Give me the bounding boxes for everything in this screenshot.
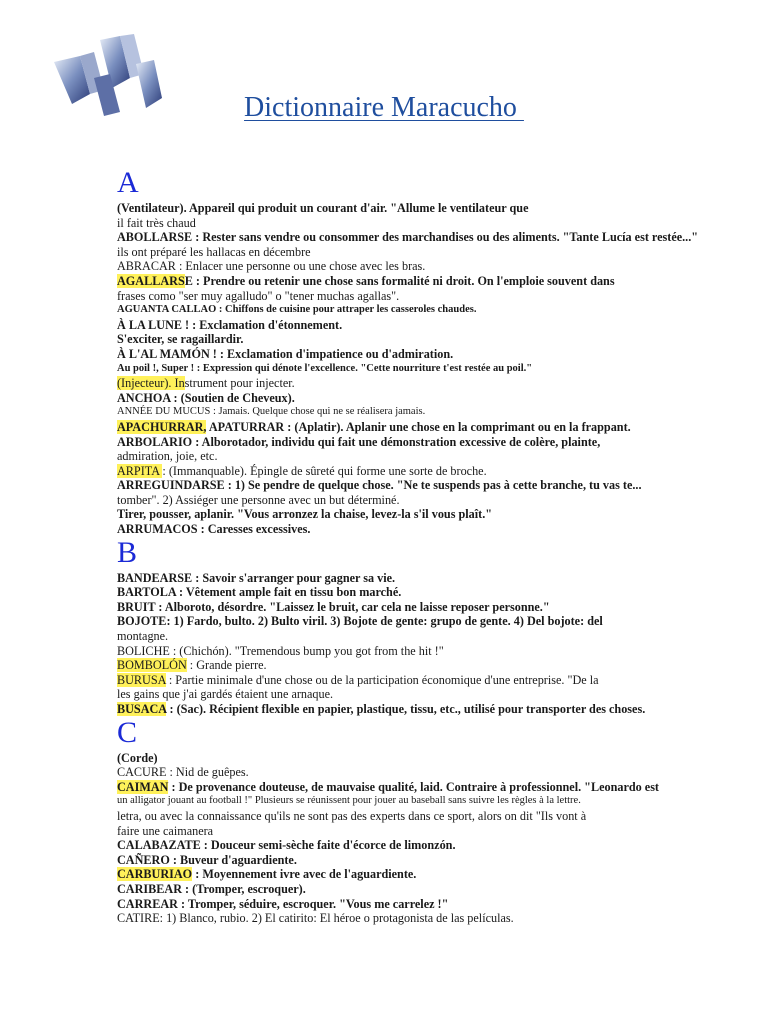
- entry-text: ARRUMACOS : Caresses excessives.: [117, 522, 311, 537]
- highlighted-term: (Injecteur). In: [117, 376, 185, 391]
- entry-line: [117, 838, 737, 853]
- entry-line: [117, 794, 737, 809]
- entry-line: [117, 673, 737, 688]
- entry-text: CACURE : Nid de guêpes.: [117, 765, 249, 780]
- entry-line: [117, 245, 737, 260]
- entry-text: strument pour injecter.: [184, 376, 295, 391]
- entry-text: CARREAR : Tromper, séduire, escroquer. "Vous me carrelez !": [117, 896, 449, 911]
- entry-line: [117, 318, 737, 333]
- entry-line: [117, 259, 737, 274]
- entry-text: letra, ou avec la connaissance qu'ils ne sont pas des experts dans ce sport, alors on dit "Ils vont à: [117, 808, 587, 823]
- entry-text: ils ont préparé les hallacas en décembre: [117, 244, 311, 259]
- entry-text: À L'AL MAMÓN ! : Exclamation d'impatience ou d'admiration.: [117, 346, 454, 361]
- entry-line: [117, 347, 737, 362]
- entry-line: [117, 332, 737, 347]
- entry-text: S'exciter, se ragaillardir.: [117, 332, 244, 347]
- entry-text: il fait très chaud: [117, 215, 196, 230]
- entry-line: [117, 571, 737, 586]
- section-b: [117, 537, 737, 717]
- highlighted-term: BUSACA: [117, 702, 167, 716]
- entry-line: [117, 780, 737, 795]
- entry-text: CALABAZATE : Douceur semi-sèche faite d'écorce de limonzón.: [117, 838, 456, 853]
- entry-line: [117, 507, 737, 522]
- highlighted-term: BURUSA: [117, 672, 166, 687]
- entry-line: [117, 478, 737, 493]
- entry-text: ABRACAR : Enlacer une personne ou une chose avec les bras.: [117, 259, 426, 274]
- entry-line: [117, 420, 737, 435]
- dictionary-body: [117, 167, 737, 926]
- entry-line: [117, 853, 737, 868]
- entry-line: [117, 585, 737, 600]
- entry-line: [117, 644, 737, 659]
- entry-text: BANDEARSE : Savoir s'arranger pour gagner sa vie.: [117, 570, 396, 585]
- entry-text: faire une caimanera: [117, 823, 214, 838]
- section-letter: C: [117, 715, 138, 749]
- entry-line: [117, 391, 737, 406]
- entry-line: [117, 824, 737, 839]
- entry-text: admiration, joie, etc.: [117, 449, 218, 464]
- entry-line: [117, 230, 737, 245]
- section-letter: B: [117, 535, 138, 569]
- highlighted-term: BOMBOLÓN: [117, 658, 187, 673]
- entry-text: CAÑERO : Buveur d'aguardiente.: [117, 852, 297, 867]
- entry-text: ABOLLARSE : Rester sans vendre ou consommer des marchandises ou des aliments. "Tante Lucía est restée...": [117, 230, 699, 245]
- entry-line: [117, 435, 737, 450]
- entry-line: [117, 882, 737, 897]
- entry-line: [117, 687, 737, 702]
- entry-line: [117, 751, 737, 766]
- entry-line: [117, 289, 737, 304]
- section-letter: A: [117, 166, 139, 199]
- entry-line: [117, 867, 737, 882]
- entry-text: : Moyennement ivre avec de l'aguardiente.: [192, 867, 417, 882]
- entry-line: [117, 464, 737, 479]
- entry-line: [117, 600, 737, 615]
- entry-line: [117, 702, 737, 717]
- entry-text: un alligator jouant au football !" Plusieurs se réunissent pour jouer au baseball sans suivre les règles à la lettre.: [117, 795, 581, 807]
- entry-text: BOLICHE : (Chichón). "Tremendous bump you got from the hit !": [117, 643, 444, 658]
- entry-text: À LA LUNE ! : Exclamation d'étonnement.: [117, 317, 343, 332]
- entry-line: [117, 362, 737, 377]
- entry-text: ARBOLARIO : Alborotador, individu qui fait une démonstration excessive de colère, plainte,: [117, 434, 601, 449]
- entry-line: [117, 765, 737, 780]
- entry-text: tomber". 2) Assiéger une personne avec un but déterminé.: [117, 492, 400, 507]
- entry-line: [117, 629, 737, 644]
- section-a: [117, 167, 737, 537]
- highlighted-term: AGALLARS: [117, 273, 185, 288]
- entry-line: [117, 449, 737, 464]
- entry-text: : Grande pierre.: [186, 658, 267, 673]
- entry-line: [117, 216, 737, 231]
- entry-line: [117, 897, 737, 912]
- entry-line: [117, 201, 737, 216]
- entry-line: [117, 522, 737, 537]
- highlighted-term: ARPITA: [117, 463, 163, 478]
- entry-line: [117, 658, 737, 673]
- entry-text: : De provenance douteuse, de mauvaise qualité, laid. Contraire à professionnel. "Leonardo est: [168, 779, 659, 794]
- entry-text: ARREGUINDARSE : 1) Se pendre de quelque chose. "Ne te suspends pas à cette branche, tu vas te...: [117, 478, 642, 493]
- entry-text: BRUIT : Alboroto, désordre. "Laissez le bruit, car cela ne laisse reposer personne.": [117, 599, 550, 614]
- entry-text: : (Sac). Récipient flexible en papier, plastique, tissu, etc., utilisé pour transporter des choses.: [166, 702, 646, 716]
- entry-line: [117, 405, 737, 420]
- entry-text: BOJOTE: 1) Fardo, bulto. 2) Bulto viril. 3) Bojote de gente: grupo de gente. 4) Del bojote: del: [117, 614, 603, 629]
- entry-text: frases como "ser muy agalludo" o "tener muchas agallas".: [117, 288, 400, 303]
- entry-text: APATURRAR : (Aplatir). Aplanir une chose en la comprimant ou en la frappant.: [206, 419, 631, 434]
- entry-text: E : Prendre ou retenir une chose sans formalité ni droit. On l'emploie souvent dans: [184, 273, 615, 288]
- entry-text: Tirer, pousser, aplanir. "Vous arronzez la chaise, levez-la s'il vous plaît.": [117, 507, 493, 522]
- entry-text: ANCHOA : (Soutien de Cheveux).: [117, 390, 295, 405]
- entry-line: [117, 376, 737, 391]
- entry-text: (Corde): [117, 750, 158, 765]
- entry-text: les gains que j'ai gardés étaient une arnaque.: [117, 687, 334, 702]
- entry-text: ANNÉE DU MUCUS : Jamais. Quelque chose qui ne se réalisera jamais.: [117, 406, 426, 418]
- entry-text: CARIBEAR : (Tromper, escroquer).: [117, 881, 306, 896]
- highlighted-term: CARBURIAO: [117, 867, 193, 882]
- entry-line: [117, 493, 737, 508]
- entry-text: : (Immanquable). Épingle de sûreté qui forme une sorte de broche.: [162, 463, 487, 478]
- entry-line: [117, 809, 737, 824]
- entry-text: Au poil !, Super ! : Expression qui dénote l'excellence. "Cette nourriture t'est restée au poil.": [117, 362, 533, 374]
- page-title: Dictionnaire Maracucho: [244, 92, 524, 123]
- entry-text: montagne.: [117, 629, 169, 644]
- entry-line: [117, 911, 737, 926]
- highlighted-term: APACHURRAR,: [117, 419, 207, 434]
- entry-text: BARTOLA : Vêtement ample fait en tissu bon marché.: [117, 585, 402, 600]
- entry-text: (Ventilateur). Appareil qui produit un courant d'air. "Allume le ventilateur que: [117, 201, 529, 215]
- highlighted-term: CAIMAN: [117, 779, 169, 794]
- entry-text: CATIRE: 1) Blanco, rubio. 2) El catirito: El héroe o protagonista de las películas.: [117, 911, 514, 926]
- entry-line: [117, 614, 737, 629]
- entry-line: [117, 303, 737, 318]
- entry-text: : Partie minimale d'une chose ou de la participation économique d'une entreprise. "De la: [165, 672, 599, 687]
- entry-line: [117, 274, 737, 289]
- entry-text: AGUANTA CALLAO : Chiffons de cuisine pour attraper les casseroles chaudes.: [117, 304, 477, 316]
- section-c: [117, 717, 737, 926]
